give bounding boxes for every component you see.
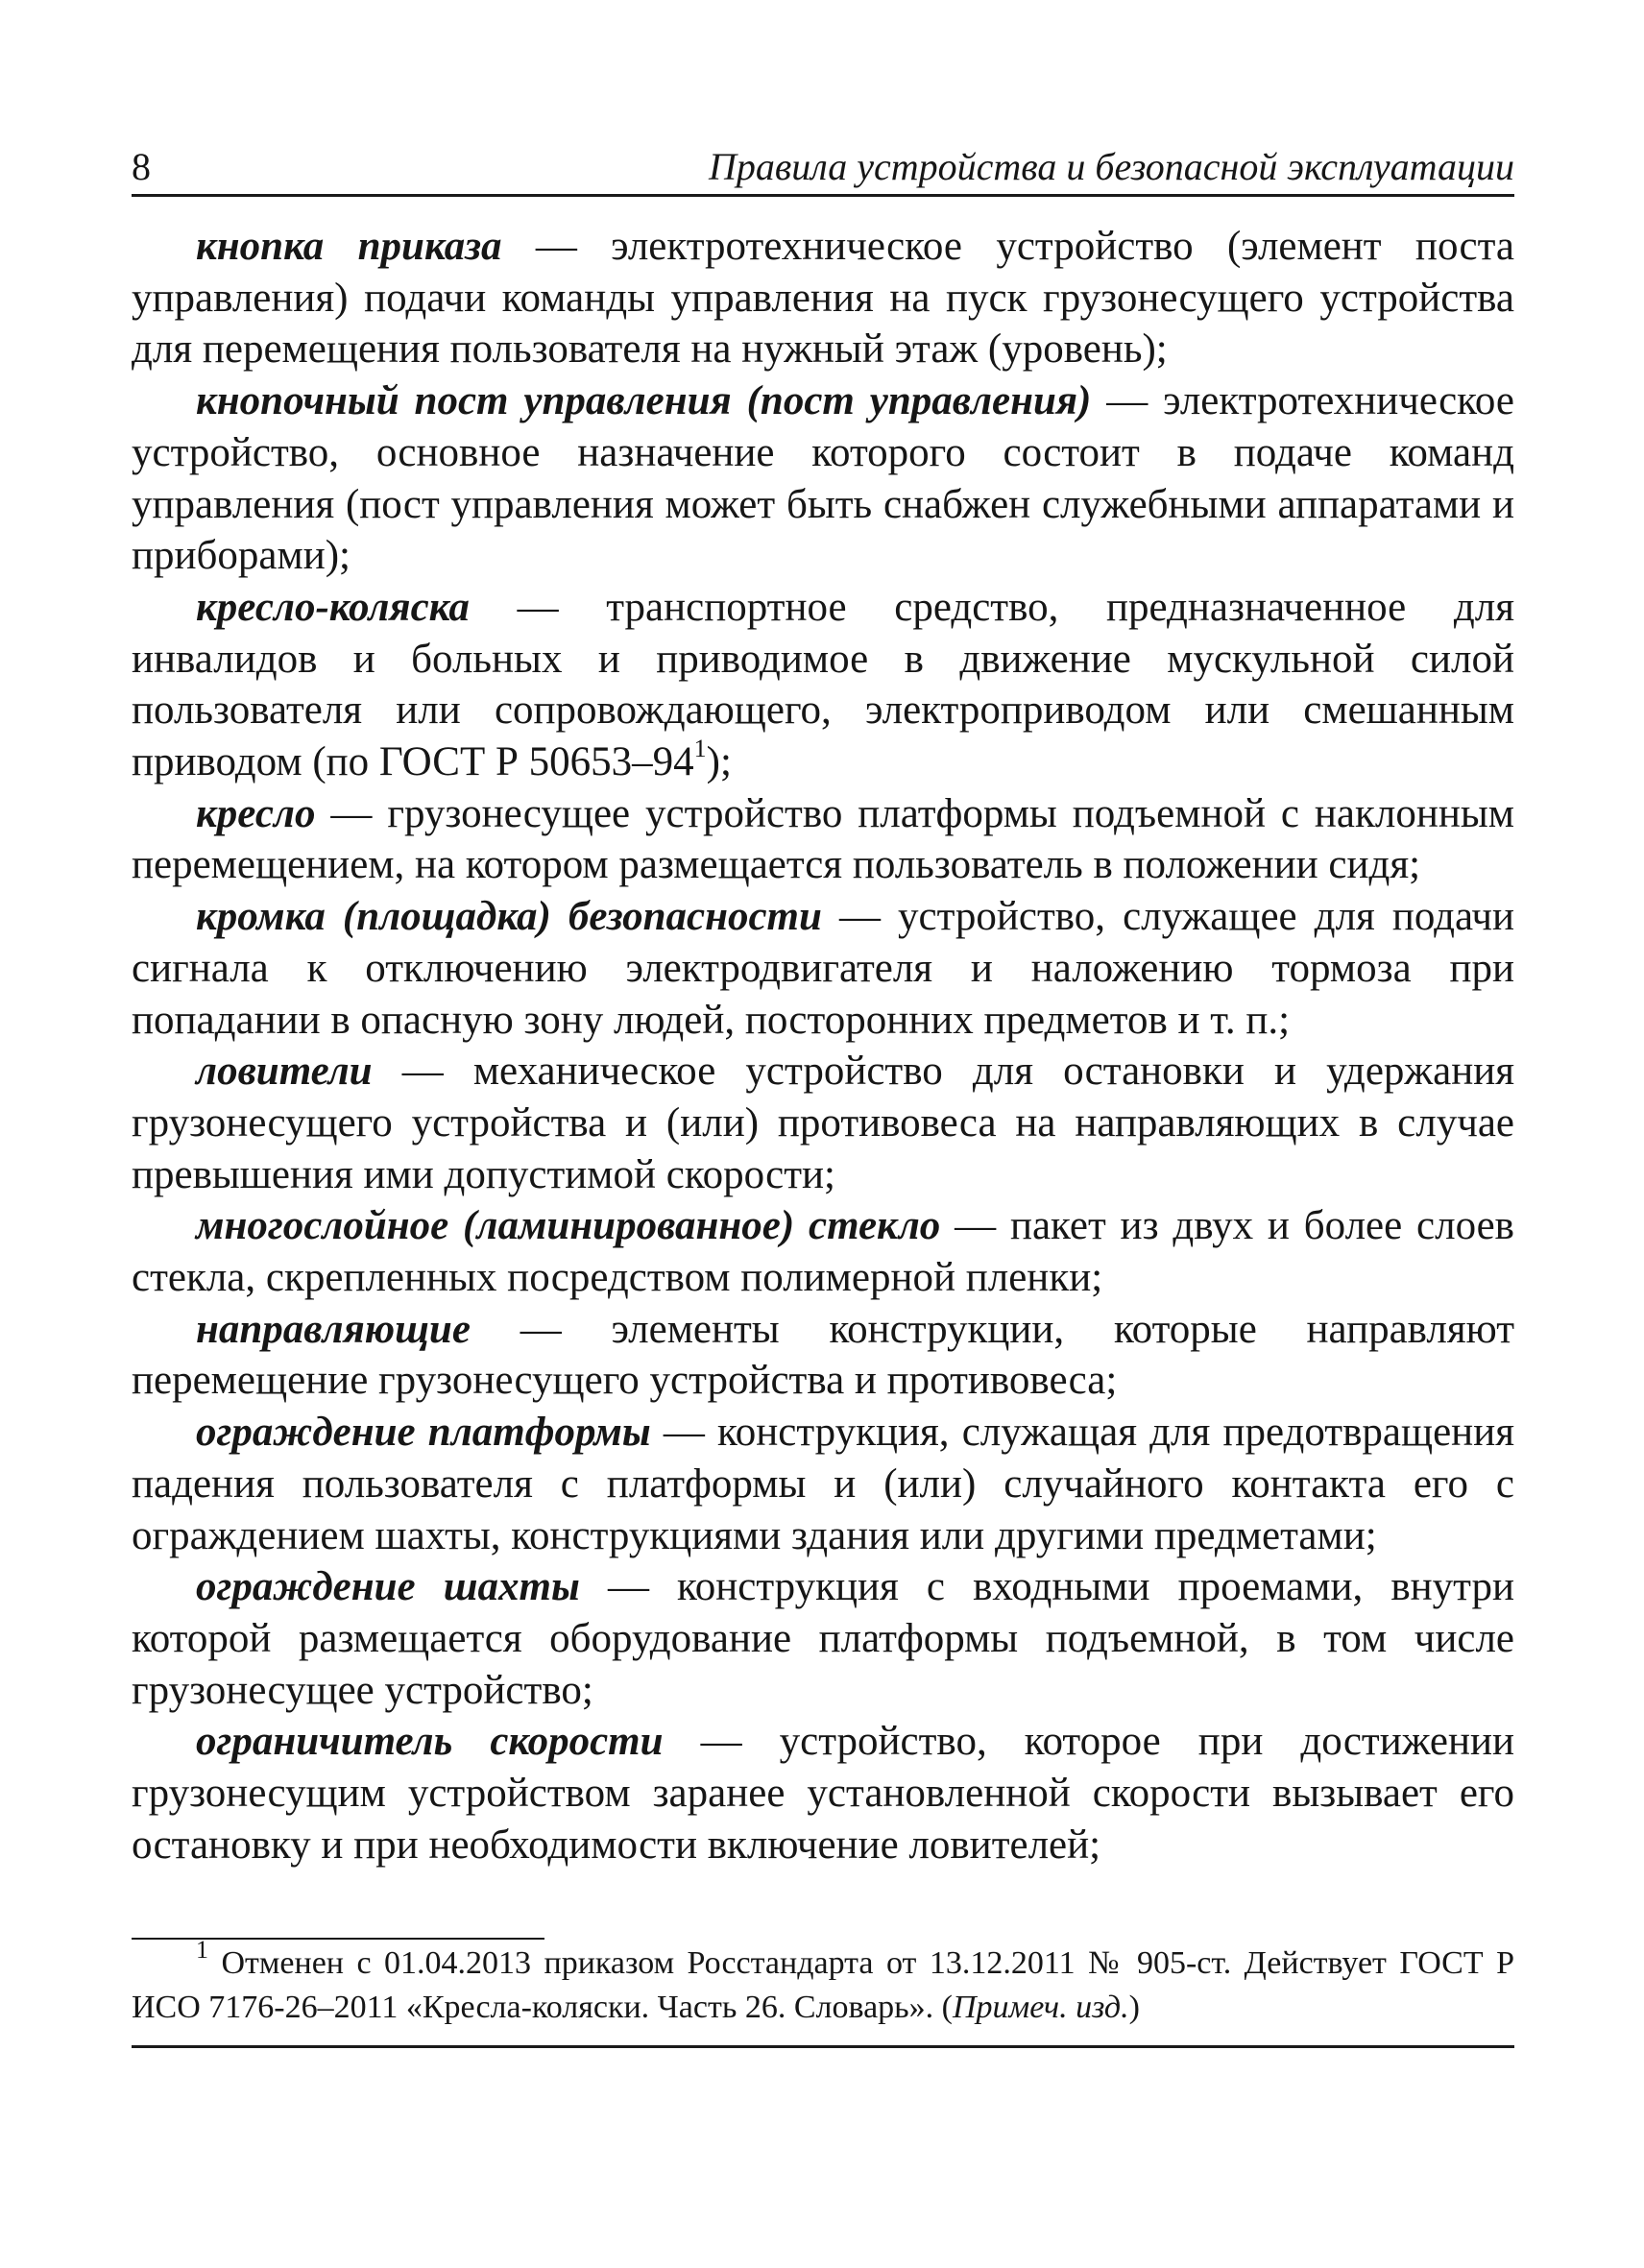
footnote bbox=[132, 1935, 1514, 2030]
entry-definition: — грузонесущее устройство платформы подъемной с наклонным перемещением, на котором размещается пользователь в положении сидя; bbox=[132, 790, 1514, 888]
bottom-rule bbox=[132, 2045, 1514, 2048]
glossary-entry bbox=[132, 582, 1514, 788]
entry-definition: — пакет из двух и более слоев стекла, скрепленных посредством полимерной пленки; bbox=[132, 1203, 1514, 1301]
entry-term: направляющие bbox=[196, 1306, 471, 1352]
glossary-body bbox=[132, 221, 1514, 1871]
glossary-entry bbox=[132, 1716, 1514, 1870]
entry-term: кнопочный пост управления (пост управления) bbox=[196, 378, 1092, 424]
entry-definition: — механическое устройство для остановки и удержания грузонесущего устройства и (или) противовеса на направляющих в случае превышения ими допустимой скорости; bbox=[132, 1049, 1514, 1197]
entry-term: ограждение шахты bbox=[196, 1564, 580, 1610]
entry-definition: — конструкция с входными проемами, внутри которой размещается оборудование платформы подъемной, в том числе грузонесущее устройство; bbox=[132, 1564, 1514, 1713]
glossary-entry bbox=[132, 1407, 1514, 1561]
glossary-entry bbox=[132, 1046, 1514, 1200]
footnote-text-end: ) bbox=[1128, 1990, 1140, 2025]
glossary-entry bbox=[132, 375, 1514, 582]
entry-definition: — электротехническое устройство (элемент поста управления) подачи команды управления на пуск грузонесущего устройства для перемещения пользователя на нужный этаж (уровень); bbox=[132, 224, 1515, 373]
footnote-separator bbox=[132, 1938, 544, 1940]
entry-term: кнопка приказа bbox=[196, 224, 502, 269]
page-header bbox=[132, 140, 1514, 197]
glossary-entry bbox=[132, 891, 1514, 1046]
entry-definition: — транспортное средство, предназначенное для инвалидов и больных и приводимое в движение мускульной силой пользователя или сопровождающего, электроприводом или смешанным приводом (по ГОСТ Р 50653–94 bbox=[132, 584, 1514, 785]
footnote-marker: 1 bbox=[196, 1935, 208, 1964]
footnote-publisher-note: Примеч. изд. bbox=[953, 1990, 1129, 2025]
entry-definition: — устройство, служащее для подачи сигнала к отключению электродвигателя и наложению тормоза при попадании в опасную зону людей, посторонних предметов и т. п.; bbox=[132, 894, 1514, 1043]
glossary-entry bbox=[132, 1200, 1514, 1303]
glossary-entry bbox=[132, 788, 1514, 891]
footnote-reference: 1 bbox=[693, 734, 707, 762]
glossary-entry bbox=[132, 1561, 1514, 1716]
entry-definition: — элементы конструкции, которые направляют перемещение грузонесущего устройства и противовеса; bbox=[132, 1306, 1514, 1404]
entry-term: кресло bbox=[196, 790, 316, 836]
entry-term: ограждение платформы bbox=[196, 1410, 651, 1456]
entry-definition: — конструкция, служащая для предотвращения падения пользователя с платформы и (или) случайного контакта его с ограждением шахты, конструкциями здания или другими предметами; bbox=[132, 1410, 1514, 1558]
entry-term: кромка (площадка) безопасности bbox=[196, 894, 822, 940]
footnote-text: Отменен с 01.04.2013 приказом Росстандарта от 13.12.2011 № 905-ст. Действует ГОСТ Р ИСО 7176-26–2011 «Кресла-коляски. Часть 26. Словарь». ( bbox=[132, 1945, 1514, 2025]
glossary-entry bbox=[132, 1304, 1514, 1407]
page-number: 8 bbox=[132, 145, 151, 188]
glossary-entry bbox=[132, 221, 1514, 375]
running-title: Правила устройства и безопасной эксплуатации bbox=[709, 145, 1514, 188]
entry-definition: — устройство, которое при достижении грузонесущим устройством заранее установленной скорости вызывает его остановку и при необходимости включение ловителей; bbox=[132, 1719, 1514, 1868]
entry-term: ловители bbox=[196, 1049, 373, 1095]
entry-term: кресло-коляска bbox=[196, 584, 470, 630]
entry-term: ограничитель скорости bbox=[196, 1719, 664, 1765]
entry-definition-end: ); bbox=[706, 739, 732, 785]
entry-term: многослойное (ламинированное) стекло bbox=[196, 1203, 941, 1249]
entry-definition: — электротехническое устройство, основное назначение которого состоит в подаче команд управления (пост управления может быть снабжен служебными аппаратами и приборами); bbox=[132, 378, 1514, 579]
